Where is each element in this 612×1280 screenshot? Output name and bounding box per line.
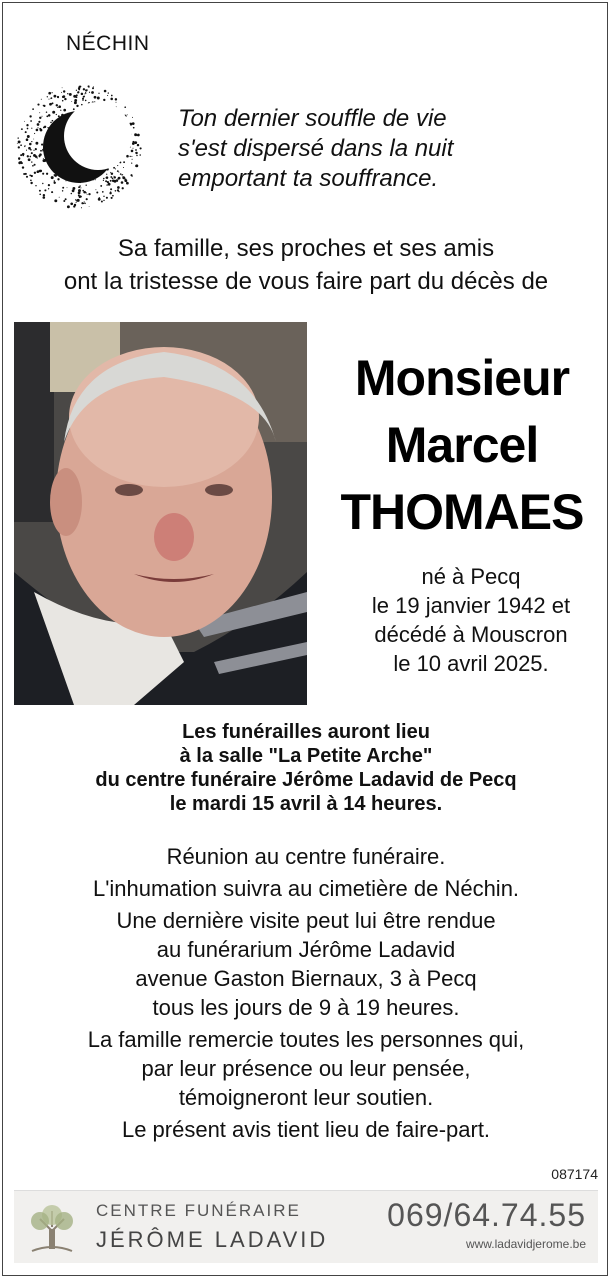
thanks-line: La famille remercie toutes les personnes qui, [87,1027,525,1052]
thanks-line: témoigneront leur soutien. [178,1085,434,1110]
crescent-moon-icon [16,84,142,210]
brand-line-1: CENTRE FUNÉRAIRE [96,1201,301,1220]
intro-line: ont la tristesse de vous faire part du décès de [63,268,549,295]
funeral-details [0,720,612,816]
funeral-line: du centre funéraire Jérôme Ladavid de Pecq [95,769,517,791]
poem-line: Ton dernier souffle de vie [178,105,447,132]
poem [178,104,453,194]
location-heading: NÉCHIN [66,32,150,55]
reference-number: 087174 [551,1166,598,1182]
visit-text [0,906,612,1022]
visit-line: au funérarium Jérôme Ladavid [156,937,456,962]
burial-text: L'inhumation suivra au cimetière de Néchin. [92,876,520,901]
tree-logo-icon [26,1199,78,1255]
closing-text: Le présent avis tient lieu de faire-part. [121,1117,491,1142]
intro-text [0,232,612,298]
visit-line: Une dernière visite peut lui être rendue [116,908,496,933]
birth-line: le 10 avril 2025. [393,651,549,676]
reunion-text: Réunion au centre funéraire. [166,844,446,869]
website-link[interactable]: www.ladavidjerome.be [465,1237,586,1251]
brand-line-2: JÉRÔME LADAVID [96,1227,329,1252]
name-last: THOMAES [340,484,584,540]
poem-line: emportant ta souffrance. [178,165,439,192]
name-title: Monsieur [354,350,570,406]
phone-number: 069/64.74.55 [387,1197,586,1233]
visit-line: tous les jours de 9 à 19 heures. [152,995,460,1020]
poem-line: s'est dispersé dans la nuit [178,135,454,162]
thanks-line: par leur présence ou leur pensée, [141,1056,471,1081]
birth-line: né à Pecq [421,564,521,589]
funeral-line: à la salle "La Petite Arche" [179,745,433,767]
portrait-photo [14,322,307,705]
funeral-home-banner [14,1190,598,1263]
intro-line: Sa famille, ses proches et ses amis [117,235,495,262]
birth-line: décédé à Mouscron [374,622,568,647]
birth-line: le 19 janvier 1942 et [371,593,571,618]
name-first: Marcel [385,417,539,473]
ceremony-info [0,842,612,1147]
funeral-line: Les funérailles auront lieu [182,721,430,743]
visit-line: avenue Gaston Biernaux, 3 à Pecq [135,966,477,991]
deceased-name [312,345,612,546]
birth-death-info [340,562,602,678]
thanks-text [0,1025,612,1112]
funeral-line: le mardi 15 avril à 14 heures. [169,793,443,815]
